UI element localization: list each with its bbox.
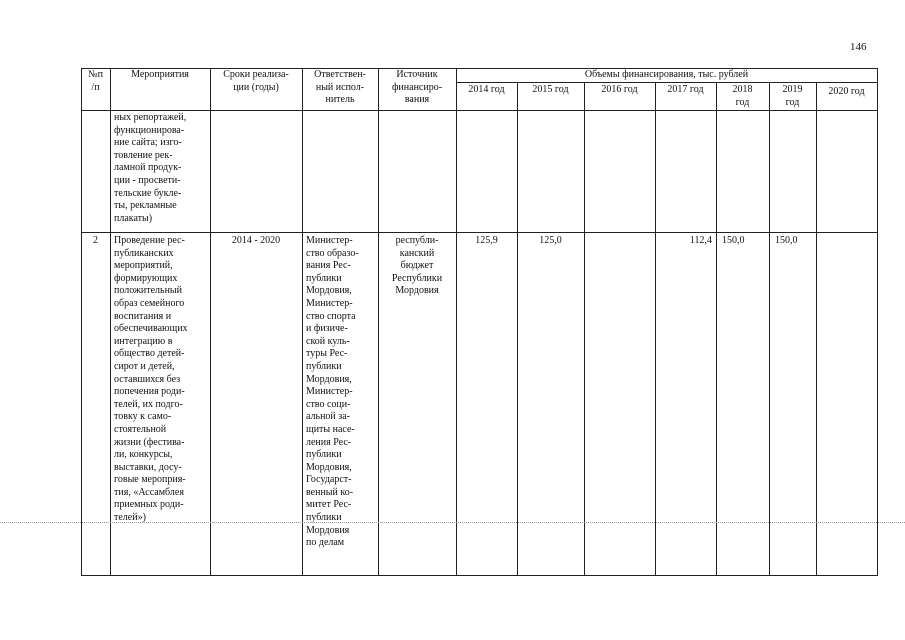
row2-amount-2019: 150,0 (775, 235, 798, 246)
row2-num: 2 (93, 235, 98, 246)
row2-amount-2017: 112,4 (689, 235, 712, 246)
col-border (378, 68, 379, 575)
col-border (302, 68, 303, 575)
header-year-2017: 2017 год (667, 84, 704, 95)
col-border (769, 82, 770, 575)
row-divider (81, 232, 878, 233)
row2-activity: Проведение рес- публиканских мероприятий, формирующих положительный образ семейного воспитания и обеспечивающих интеграцию в общество детей- сирот и детей, оставшихся без попечения роди- телей, их подго- товку к само- стоятельной жизни (фестива- ли, конкурсы, выставки, досу- говые мероприя- тия, «Ассамблея приемных роди- телей») (114, 235, 188, 524)
col-border (110, 68, 111, 575)
header-year-2018: 2018 год (732, 84, 753, 108)
row2-amount-2018: 150,0 (722, 235, 745, 246)
row2-source: республи- канский бюджет Республики Мордовия (391, 235, 443, 297)
header-executor: Ответствен- ный испол- нитель (314, 69, 366, 106)
header-activities: Мероприятия (131, 69, 189, 80)
row2-executor: Министер- ство образо- вания Рес- публики Мордовия, Министер- ство спорта и физиче- ской куль- туры Рес- публики Мордовия, Министер- ство соци- альной за- щиты насе- ления Рес- публики Мордовия, Государст- венный ко- митет Рес- публики Мордовия по делам (306, 235, 359, 549)
col-border (816, 82, 817, 575)
header-bottom-line (81, 110, 878, 111)
header-year-2016: 2016 год (601, 84, 638, 95)
table-bottom-border (81, 575, 878, 576)
header-year-2014: 2014 год (468, 84, 505, 95)
col-border (877, 68, 878, 575)
row2-terms: 2014 - 2020 (231, 235, 281, 246)
col-border (210, 68, 211, 575)
page-number: 146 (850, 41, 867, 53)
row2-amount-2015: 125,0 (539, 235, 562, 246)
header-year-2019: 2019 год (782, 84, 803, 108)
years-subheader-line (456, 82, 878, 83)
row-cont-activity: ных репортажей, функционирова- ние сайта; изго- товление рек- ламной продук- ции - просвети- тельские букле- ты, рекламные плакаты) (114, 112, 187, 224)
col-border (584, 82, 585, 575)
header-year-2015: 2015 год (532, 84, 569, 95)
col-border (456, 68, 457, 575)
header-year-2020: 2020 год (828, 86, 865, 97)
header-num: №п /п (88, 69, 103, 93)
header-funding-group: Объемы финансирования, тыс. рублей (584, 69, 749, 80)
col-border (655, 82, 656, 575)
header-terms: Сроки реализа- ции (годы) (223, 69, 289, 93)
row2-amount-2014: 125,9 (475, 235, 498, 246)
header-source: Источник финансиро- вания (391, 69, 443, 106)
col-border (517, 82, 518, 575)
col-border (716, 82, 717, 575)
col-border (81, 68, 82, 575)
scan-artifact-line (0, 522, 905, 523)
